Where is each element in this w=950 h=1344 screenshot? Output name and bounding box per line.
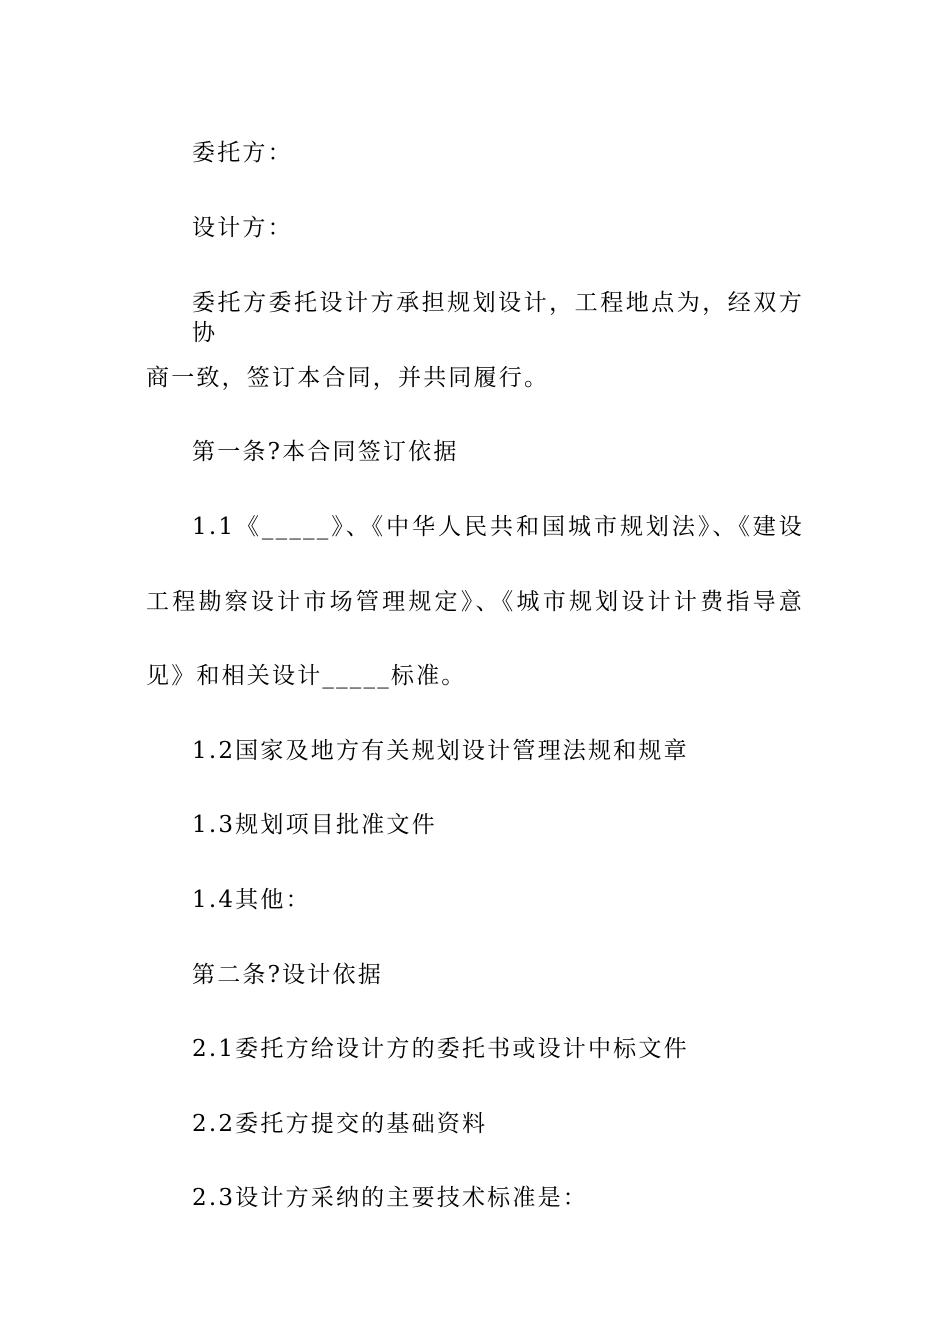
clause-1-4: 1.4其他： xyxy=(192,887,311,913)
client-label: 委托方： xyxy=(192,140,293,166)
intro-paragraph-line-2: 商一致，签订本合同，并共同履行。 xyxy=(146,365,550,391)
clause-1-3: 1.3规划项目批准文件 xyxy=(192,812,437,838)
clause-2-3: 2.3设计方采纳的主要技术标准是： xyxy=(192,1185,588,1211)
intro-paragraph-line-1: 委托方委托设计方承担规划设计，工程地点为，经双方协 xyxy=(192,290,804,346)
clause-1-2: 1.2国家及地方有关规划设计管理法规和规章 xyxy=(192,738,689,764)
clause-1-1-line-2: 工程勘察设计市场管理规定》、《城市规划设计计费指导意 xyxy=(146,589,804,615)
clause-2-2: 2.2委托方提交的基础资料 xyxy=(192,1111,488,1137)
article-2-heading: 第二条?设计依据 xyxy=(192,962,383,988)
clause-1-1-line-1: 1.1《_____》、《中华人民共和国城市规划法》、《建设 xyxy=(192,514,804,540)
clause-1-1-line-3: 见》和相关设计_____标准。 xyxy=(146,663,467,689)
designer-label: 设计方： xyxy=(192,215,293,241)
article-1-heading: 第一条?本合同签订依据 xyxy=(192,439,459,465)
clause-2-1: 2.1委托方给设计方的委托书或设计中标文件 xyxy=(192,1036,689,1062)
